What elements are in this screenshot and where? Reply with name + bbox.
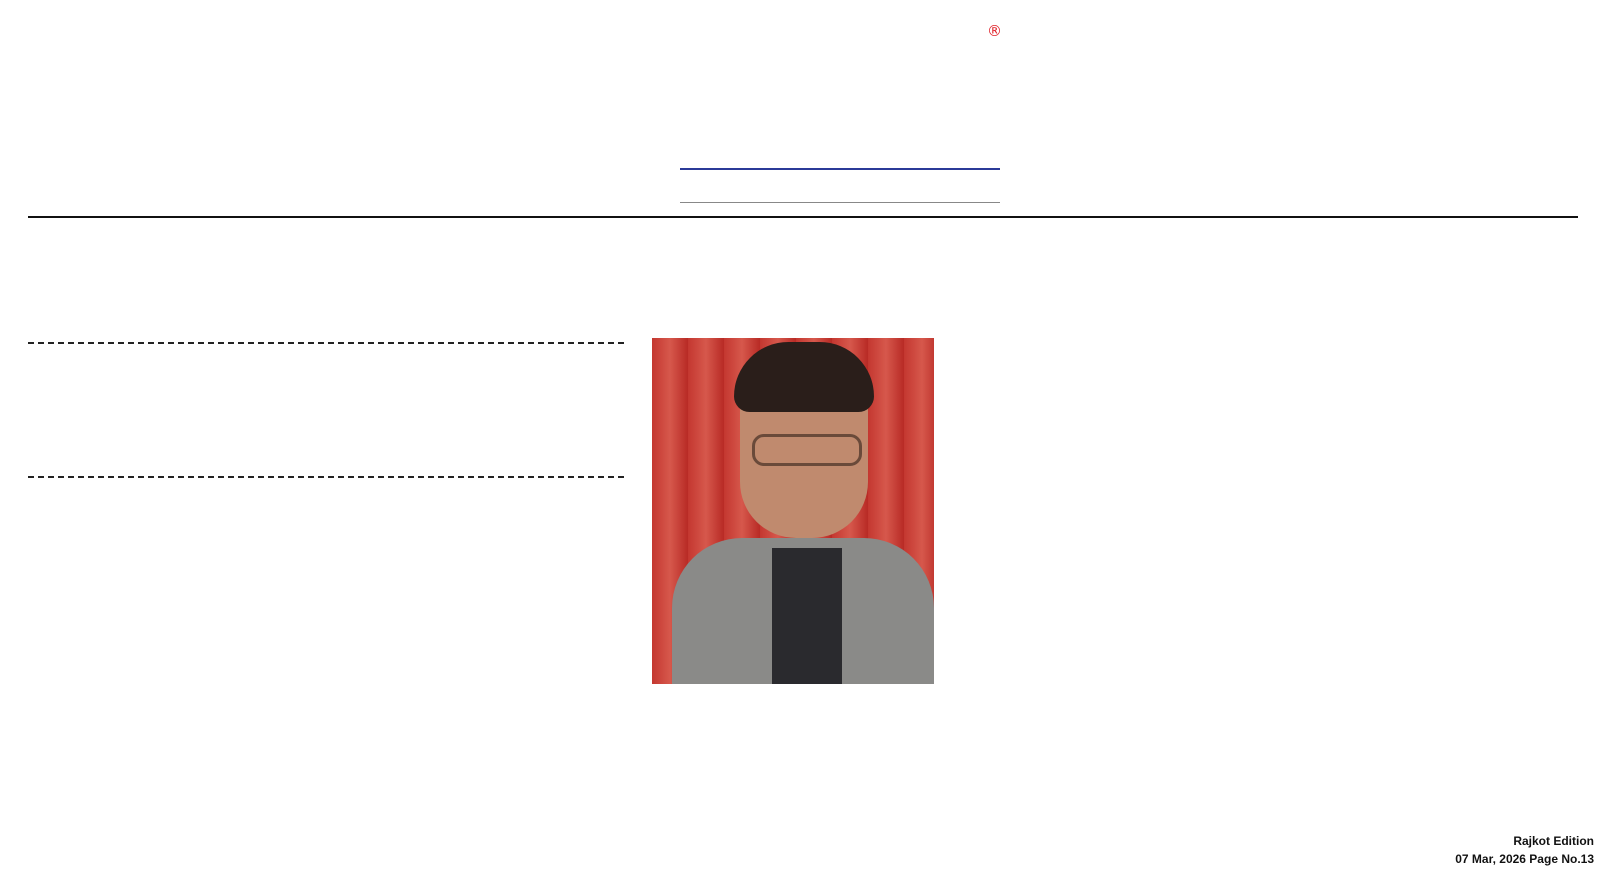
article-subheadline — [28, 342, 624, 480]
dashed-divider — [28, 342, 624, 344]
registered-mark: ® — [987, 22, 1002, 40]
date-page-label: 07 Mar, 2026 Page No.13 — [1455, 852, 1594, 866]
photo-shirt — [772, 548, 842, 684]
masthead — [560, 14, 1010, 204]
photo-glasses — [752, 434, 862, 466]
dashed-divider — [28, 476, 624, 478]
photo-hair — [734, 342, 874, 412]
edition-label: Rajkot Edition — [1513, 834, 1594, 848]
page-divider — [28, 216, 1578, 218]
man-portrait-photo — [652, 338, 934, 684]
article-headline — [28, 228, 1578, 318]
masthead-divider — [680, 168, 1000, 170]
masthead-divider — [680, 202, 1000, 203]
